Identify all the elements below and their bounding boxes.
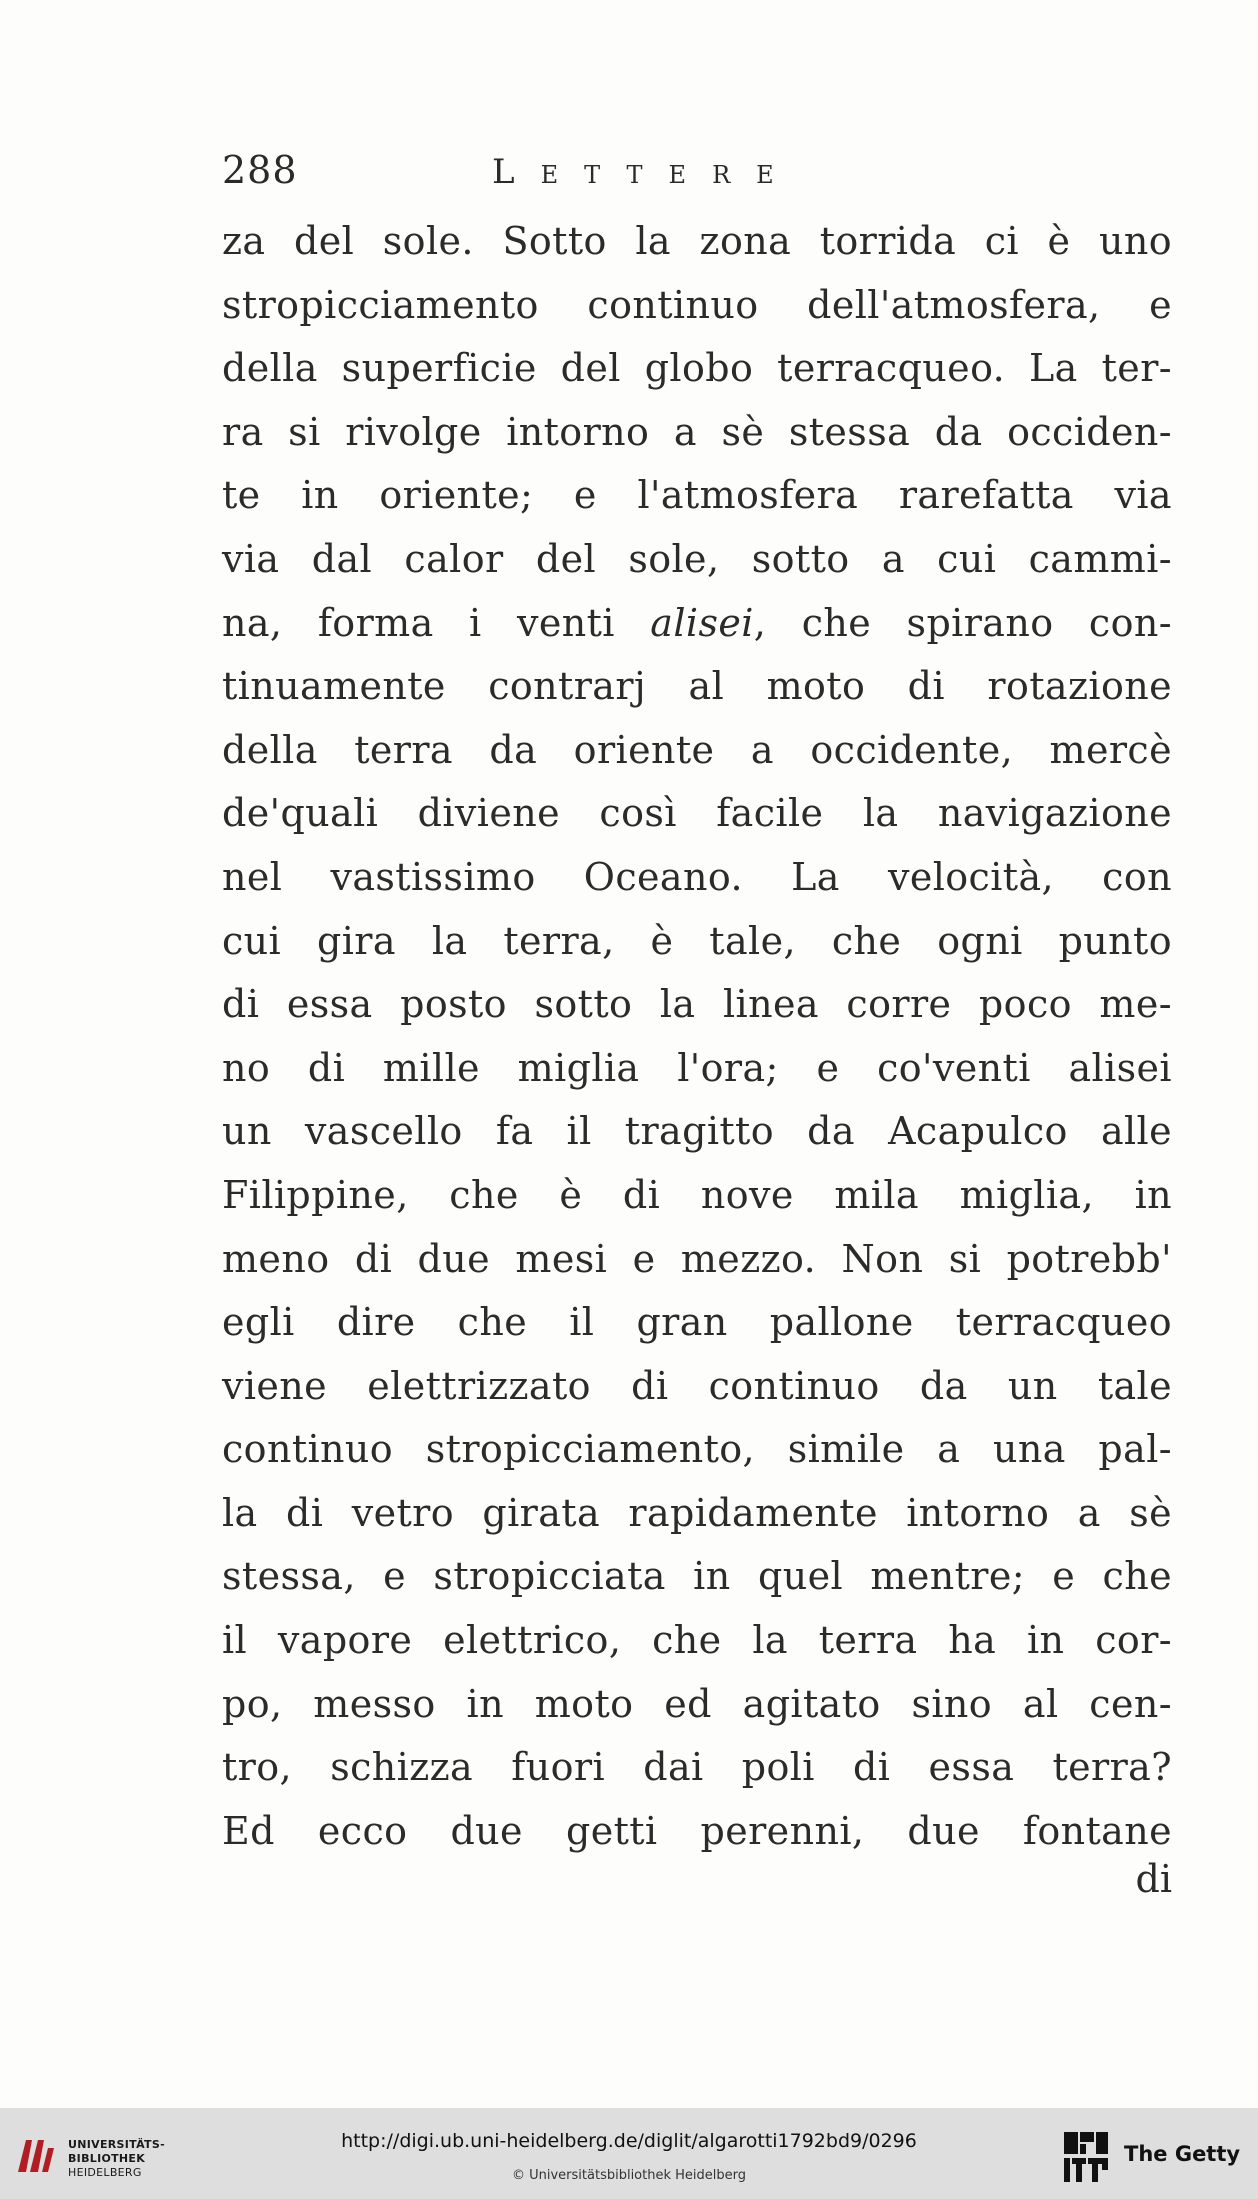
text-line: tro, schizza fuori dai poli di essa terra? <box>222 1745 1172 1790</box>
page-number: 288 <box>222 148 298 192</box>
text-line: te in oriente; e l'atmosfera rarefatta via <box>222 473 1172 518</box>
text-line: egli dire che il gran pallone terracqueo <box>222 1300 1172 1345</box>
viewer-footer <box>0 2108 1258 2199</box>
text-line: za del sole. Sotto la zona torrida ci è uno <box>222 219 1172 263</box>
catchword: di <box>1135 1857 1172 1901</box>
text-line: di essa posto sotto la linea corre poco me- <box>222 982 1172 1027</box>
line-text-after: , che spirano con- <box>753 600 1172 645</box>
text-line: cui gira la terra, è tale, che ogni punto <box>222 918 1172 963</box>
text-line: la di vetro girata rapidamente intorno a sè <box>222 1490 1172 1535</box>
italic-word: alisei <box>650 600 754 645</box>
getty-mark-icon <box>1062 2130 1110 2184</box>
text-line: viene elettrizzato di continuo da un tale <box>222 1363 1172 1408</box>
partner-name: The Getty <box>1124 2142 1241 2166</box>
text-line: de'quali diviene così facile la navigazione <box>222 791 1172 836</box>
getty-logo[interactable] <box>1046 2126 1246 2186</box>
library-name-line: HEIDELBERG <box>68 2166 142 2179</box>
text-line: meno di due mesi e mezzo. Non si potrebb' <box>222 1236 1172 1281</box>
text-line: continuo stropicciamento, simile a una pal- <box>222 1427 1172 1472</box>
library-name-line: BIBLIOTHEK <box>68 2152 146 2165</box>
text-line: po, messo in moto ed agitato sino al cen- <box>222 1681 1172 1726</box>
text-line: stessa, e stropicciata in quel mentre; e che <box>222 1554 1172 1599</box>
text-line: della superficie del globo terracqueo. La ter- <box>222 346 1172 391</box>
text-line: nel vastissimo Oceano. La velocità, con <box>222 854 1172 899</box>
body-text <box>222 210 1172 1863</box>
text-line: della terra da oriente a occidente, mercè <box>222 727 1172 772</box>
text-line: un vascello fa il tragitto da Acapulco alle <box>222 1109 1172 1154</box>
page-header <box>222 148 1172 198</box>
text-line: tinuamente contrarj al moto di rotazione <box>222 664 1172 709</box>
text-line: ra si rivolge intorno a sè stessa da occiden- <box>222 409 1172 454</box>
text-line: il vapore elettrico, che la terra ha in cor- <box>222 1618 1172 1663</box>
running-title: Lettere <box>492 152 800 192</box>
text-line: stropicciamento continuo dell'atmosfera, e <box>222 282 1172 327</box>
text-line-with-italic <box>222 592 1172 656</box>
text-line: no di mille miglia l'ora; e co'venti alisei <box>222 1045 1172 1090</box>
library-name-line: UNIVERSITÄTS- <box>68 2138 165 2151</box>
copyright-notice: © Universitätsbibliothek Heidelberg <box>511 2168 746 2183</box>
permalink-url[interactable]: http://digi.ub.uni-heidelberg.de/diglit/algarotti1792bd9/0296 <box>341 2130 917 2152</box>
text-line: Filippine, che è di nove mila miglia, in <box>222 1172 1172 1217</box>
line-text-before: na, forma i venti <box>222 600 651 645</box>
text-line: Ed ecco due getti perenni, due fontane <box>222 1808 1172 1853</box>
text-line: via dal calor del sole, sotto a cui cammi- <box>222 536 1172 581</box>
